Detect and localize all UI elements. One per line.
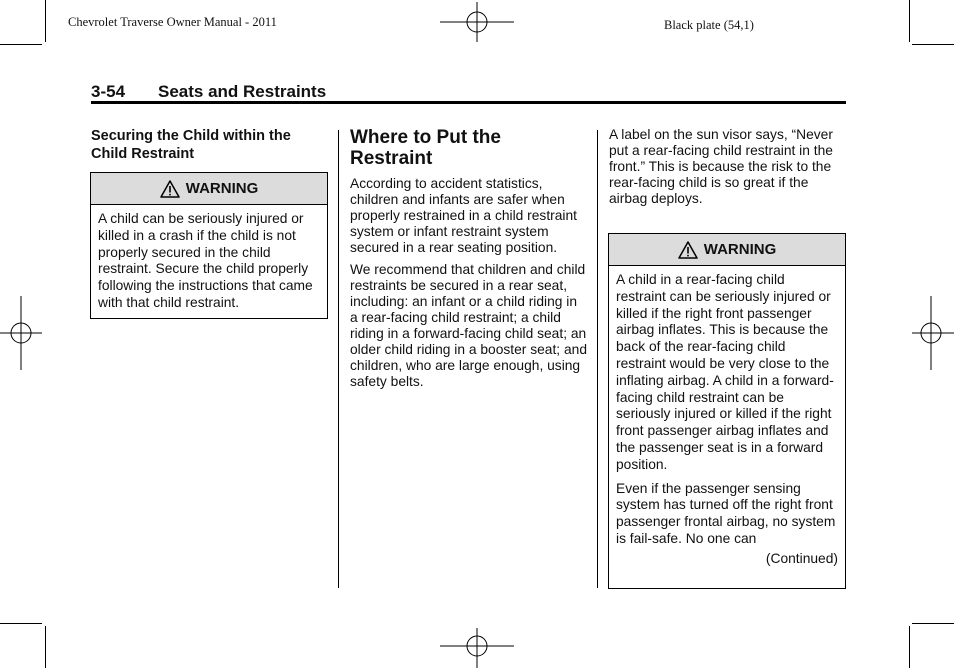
crop-mark [912, 623, 954, 624]
warning-label: WARNING [703, 241, 777, 258]
warning-text: Even if the passenger sensing system has turned off the right front passenger frontal airbag, no system is fail-safe. No one can [616, 480, 836, 546]
crop-mark [0, 623, 42, 624]
continued-note: (Continued) [765, 550, 838, 566]
paragraph: According to accident statistics, children and infants are safer when properly restrained in a child restraint system or infant restraint system secured in a rear seating position. [350, 176, 577, 255]
registration-mark-icon [0, 296, 44, 370]
column-divider [597, 130, 598, 588]
paragraph: We recommend that children and child restraints be secured in a rear seat, including: an infant or a child riding in a rear-facing child restraint; a child riding in a forward-facing child seat; an older child riding in a booster seat; and children, who are large enough, using safety belts. [350, 262, 587, 389]
header-rule [91, 101, 846, 104]
crop-mark [909, 0, 910, 42]
subheading: Securing the Child within the Child Restraint [91, 128, 291, 162]
registration-mark-icon [440, 626, 514, 668]
registration-mark-icon [440, 2, 514, 46]
warning-label: WARNING [185, 180, 259, 197]
section-header [91, 82, 326, 102]
running-head-right: Black plate (54,1) [664, 18, 754, 32]
warning-header [91, 173, 327, 205]
warning-box [90, 172, 328, 319]
registration-mark-icon [910, 296, 954, 370]
crop-mark [45, 0, 46, 42]
heading: Where to Put the Restraint [350, 127, 501, 169]
page-number: 3-54 [91, 82, 126, 101]
paragraph: A label on the sun visor says, “Never put a rear-facing child restraint in the front.” This is because the risk to the rear-facing child is so great if the airbag deploys. [609, 127, 833, 206]
section-title: Seats and Restraints [158, 82, 327, 101]
warning-text: A child in a rear-facing child restraint can be seriously injured or killed if the right front passenger airbag inflates. This is because the back of the rear-facing child restraint would be very close to the inflating airbag. A child in a forward-facing child restraint can be seriously injured or killed if the right front passenger airbag inflates and the passenger seat is in a forward position. [616, 272, 834, 472]
warning-text: A child can be seriously injured or killed in a crash if the child is not properly secured in the child restraint. Secure the child properly following the instructions that came with that child restraint. [98, 211, 313, 310]
crop-mark [909, 626, 910, 668]
warning-icon [678, 240, 698, 260]
column-divider [338, 130, 339, 588]
warning-header [609, 234, 845, 266]
crop-mark [0, 44, 42, 45]
running-head-left: Chevrolet Traverse Owner Manual - 2011 [68, 15, 277, 29]
crop-mark [45, 626, 46, 668]
warning-icon [160, 179, 180, 199]
warning-box [608, 233, 846, 589]
crop-mark [912, 44, 954, 45]
